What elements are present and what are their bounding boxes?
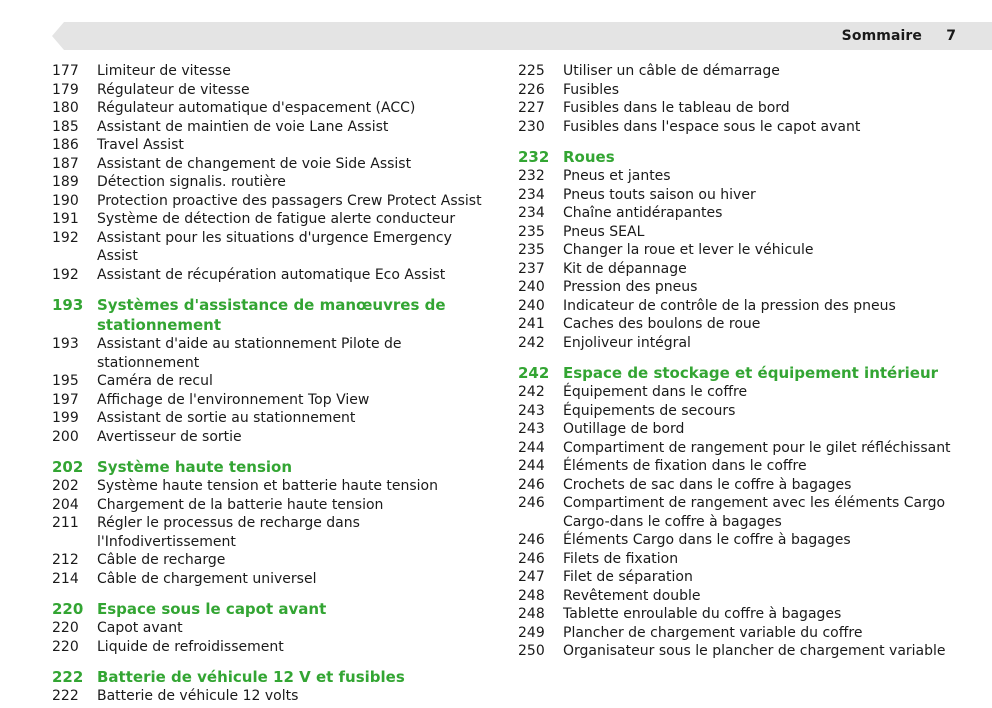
toc-entry[interactable] (518, 278, 958, 297)
toc-entry[interactable] (518, 167, 958, 186)
toc-page-number: 220 (52, 638, 79, 655)
toc-entry[interactable] (518, 118, 958, 137)
toc-entry[interactable] (52, 391, 492, 410)
toc-entry[interactable] (52, 81, 492, 100)
toc-title: Régulateur de vitesse (97, 81, 250, 98)
toc-page-number: 244 (518, 458, 545, 474)
toc-page-number: 249 (518, 624, 545, 641)
toc-entry[interactable] (518, 204, 958, 223)
toc-page-number: 232 (518, 148, 550, 166)
toc-title: Systèmes d'assistance de manœuvres de stationnement (97, 296, 446, 334)
toc-page-number: 190 (52, 192, 79, 209)
toc-section-heading[interactable] (52, 457, 492, 477)
toc-title: Roues (563, 148, 615, 166)
toc-section-heading[interactable] (52, 295, 492, 335)
toc-page-number: 244 (518, 439, 545, 456)
toc-entry[interactable] (518, 587, 958, 606)
toc-page-number: 211 (52, 515, 79, 531)
toc-title: Travel Assist (97, 137, 184, 153)
toc-entry[interactable] (518, 531, 958, 550)
toc-entry[interactable] (52, 173, 492, 192)
toc-title: Chargement de la batterie haute tension (97, 496, 384, 513)
toc-page-number: 186 (52, 137, 79, 153)
toc-title: Capot avant (97, 620, 183, 636)
toc-entry[interactable] (52, 229, 492, 266)
toc-page-number: 202 (52, 458, 84, 476)
toc-left-column (52, 62, 492, 706)
toc-entry[interactable] (518, 550, 958, 569)
toc-entry[interactable] (518, 62, 958, 81)
toc-entry[interactable] (518, 642, 958, 661)
toc-page-number: 243 (518, 402, 545, 419)
toc-page-number: 250 (518, 643, 545, 659)
toc-title: Système haute tension (97, 458, 292, 476)
toc-page-number: 246 (518, 550, 545, 567)
toc-title: Chaîne antidérapantes (563, 205, 723, 221)
toc-page-number: 246 (518, 495, 545, 511)
toc-title: Compartiment de rangement avec les éléments Cargo Cargo-dans le coffre à bagages (563, 495, 946, 530)
toc-entry[interactable] (52, 570, 492, 589)
toc-title: Fusibles (563, 81, 620, 98)
page-title: Sommaire (841, 28, 922, 44)
toc-title: Compartiment de rangement pour le gilet réfléchissant (563, 439, 951, 456)
toc-title: Pneus SEAL (563, 223, 645, 240)
toc-title: Espace sous le capot avant (97, 600, 327, 618)
toc-title: Outillage de bord (563, 421, 685, 437)
page-number: 7 (946, 28, 956, 44)
toc-title: Protection proactive des passagers Crew Protect Assist (97, 192, 482, 209)
toc-title: Affichage de l'environnement Top View (97, 391, 370, 408)
toc-entry[interactable] (52, 266, 492, 285)
toc-title: Plancher de chargement variable du coffre (563, 624, 863, 641)
toc-title: Organisateur sous le plancher de chargement variable (563, 643, 946, 659)
toc-title: Limiteur de vitesse (97, 63, 231, 79)
toc-entry[interactable] (518, 260, 958, 279)
toc-page-number: 220 (52, 620, 79, 636)
toc-page-number: 230 (518, 118, 545, 135)
toc-entry[interactable] (52, 514, 492, 551)
toc-page-number: 214 (52, 570, 79, 587)
toc-page-number: 243 (518, 421, 545, 437)
toc-section-heading[interactable] (518, 147, 958, 167)
toc-page-number: 240 (518, 279, 545, 295)
toc-entry[interactable] (52, 409, 492, 428)
toc-entry[interactable] (518, 241, 958, 260)
toc-page-number: 232 (518, 168, 545, 184)
toc-page-number: 185 (52, 118, 79, 135)
toc-entry[interactable] (52, 372, 492, 391)
toc-page-number: 246 (518, 532, 545, 548)
toc-title: Kit de dépannage (563, 260, 687, 277)
toc-entry[interactable] (52, 687, 492, 706)
toc-page-number: 226 (518, 81, 545, 98)
toc-entry[interactable] (518, 334, 958, 353)
toc-page-number: 202 (52, 478, 79, 494)
toc-entry[interactable] (518, 99, 958, 118)
toc-page-number: 222 (52, 668, 84, 686)
toc-entry[interactable] (52, 155, 492, 174)
toc-title: Crochets de sac dans le coffre à bagages (563, 476, 852, 493)
toc-title: Assistant de sortie au stationnement (97, 410, 356, 426)
toc-page-number: 191 (52, 211, 79, 227)
toc-page-number: 189 (52, 174, 79, 190)
toc-page-number: 242 (518, 364, 550, 382)
toc-page-number: 200 (52, 428, 79, 445)
toc-title: Assistant pour les situations d'urgence Emergency Assist (97, 229, 452, 264)
toc-page-number: 246 (518, 476, 545, 493)
toc-title: Assistant de maintien de voie Lane Assist (97, 118, 389, 135)
toc-entry[interactable] (518, 605, 958, 624)
toc-page-number: 241 (518, 316, 545, 332)
toc-page-number: 212 (52, 552, 79, 568)
toc-title: Tablette enroulable du coffre à bagages (563, 606, 842, 622)
toc-page-number: 180 (52, 100, 79, 116)
toc-section-heading[interactable] (518, 363, 958, 383)
toc-page-number: 193 (52, 296, 84, 314)
toc-title: Avertisseur de sortie (97, 428, 242, 445)
toc-title: Assistant de récupération automatique Eco Assist (97, 266, 446, 283)
toc-page-number: 248 (518, 606, 545, 622)
toc-title: Liquide de refroidissement (97, 638, 284, 655)
toc-page-number: 242 (518, 384, 545, 400)
toc-page-number: 235 (518, 223, 545, 240)
toc-page-number: 192 (52, 229, 79, 246)
toc-title: Batterie de véhicule 12 volts (97, 688, 299, 704)
toc-page-number: 179 (52, 81, 79, 98)
toc-title: Caches des boulons de roue (563, 316, 761, 332)
toc-title: Éléments de fixation dans le coffre (563, 458, 807, 474)
toc-title: Éléments Cargo dans le coffre à bagages (563, 532, 851, 548)
toc-entry[interactable] (52, 99, 492, 118)
toc-title: Filet de séparation (563, 569, 693, 585)
toc-title: Détection signalis. routière (97, 174, 286, 190)
toc-page-number: 247 (518, 569, 545, 585)
toc-entry[interactable] (518, 420, 958, 439)
toc-entry[interactable] (52, 428, 492, 447)
toc-entry[interactable] (52, 192, 492, 211)
toc-title: Fusibles dans l'espace sous le capot avant (563, 118, 861, 135)
toc-title: Changer la roue et lever le véhicule (563, 242, 814, 258)
toc-entry[interactable] (52, 551, 492, 570)
toc-page-number: 235 (518, 242, 545, 258)
toc-title: Équipement dans le coffre (563, 384, 748, 400)
toc-page-number: 234 (518, 205, 545, 221)
toc-entry[interactable] (518, 315, 958, 334)
toc-title: Batterie de véhicule 12 V et fusibles (97, 668, 405, 686)
toc-section-heading[interactable] (52, 667, 492, 687)
toc-entry[interactable] (518, 186, 958, 205)
toc-entry[interactable] (52, 335, 492, 372)
toc-title: Filets de fixation (563, 550, 679, 567)
toc-entry[interactable] (52, 118, 492, 137)
toc-title: Câble de chargement universel (97, 570, 317, 587)
toc-title: Caméra de recul (97, 373, 213, 389)
toc-entry[interactable] (52, 62, 492, 81)
toc-page-number: 240 (518, 297, 545, 314)
toc-page-number: 195 (52, 373, 79, 389)
toc-title: Pneus et jantes (563, 168, 671, 184)
toc-title: Enjoliveur intégral (563, 334, 691, 351)
toc-entry[interactable] (518, 297, 958, 316)
toc-page-number: 237 (518, 260, 545, 277)
toc-entry[interactable] (518, 81, 958, 100)
toc-entry[interactable] (52, 477, 492, 496)
toc-title: Système haute tension et batterie haute tension (97, 478, 438, 494)
toc-page-number: 242 (518, 334, 545, 351)
toc-page-number: 227 (518, 100, 545, 116)
toc-title: Pression des pneus (563, 279, 698, 295)
toc-entry[interactable] (518, 383, 958, 402)
toc-entry[interactable] (518, 457, 958, 476)
toc-entry[interactable] (52, 496, 492, 515)
toc-entry[interactable] (52, 638, 492, 657)
toc-entry[interactable] (518, 494, 958, 531)
toc-title: Équipements de secours (563, 402, 736, 419)
toc-entry[interactable] (52, 210, 492, 229)
toc-page-number: 197 (52, 391, 79, 408)
toc-entry[interactable] (518, 439, 958, 458)
toc-entry[interactable] (518, 476, 958, 495)
toc-title: Système de détection de fatigue alerte conducteur (97, 211, 456, 227)
toc-page-number: 192 (52, 266, 79, 283)
toc-entry[interactable] (52, 136, 492, 155)
toc-title: Revêtement double (563, 587, 701, 604)
toc-entry[interactable] (52, 619, 492, 638)
toc-title: Assistant d'aide au stationnement Pilote de stationnement (97, 336, 402, 371)
toc-title: Régler le processus de recharge dans l'Infodivertissement (97, 515, 360, 550)
toc-right-column (518, 62, 958, 661)
toc-entry[interactable] (518, 223, 958, 242)
toc-title: Câble de recharge (97, 552, 226, 568)
toc-page-number: 199 (52, 410, 79, 426)
toc-title: Fusibles dans le tableau de bord (563, 100, 790, 116)
toc-page-number: 187 (52, 155, 79, 172)
toc-title: Indicateur de contrôle de la pression des pneus (563, 297, 896, 314)
toc-page-number: 225 (518, 63, 545, 79)
toc-page-number: 204 (52, 496, 79, 513)
toc-entry[interactable] (518, 624, 958, 643)
toc-page-number: 177 (52, 63, 79, 79)
toc-page-number: 220 (52, 600, 84, 618)
toc-title: Utiliser un câble de démarrage (563, 63, 780, 79)
toc-page-number: 234 (518, 186, 545, 203)
toc-entry[interactable] (518, 402, 958, 421)
toc-page-number: 193 (52, 336, 79, 352)
toc-page-number: 222 (52, 688, 79, 704)
toc-title: Pneus touts saison ou hiver (563, 186, 756, 203)
toc-title: Espace de stockage et équipement intérieur (563, 364, 939, 382)
toc-entry[interactable] (518, 568, 958, 587)
toc-section-heading[interactable] (52, 599, 492, 619)
toc-title: Régulateur automatique d'espacement (ACC) (97, 100, 416, 116)
toc-page-number: 248 (518, 587, 545, 604)
toc-title: Assistant de changement de voie Side Assist (97, 155, 412, 172)
